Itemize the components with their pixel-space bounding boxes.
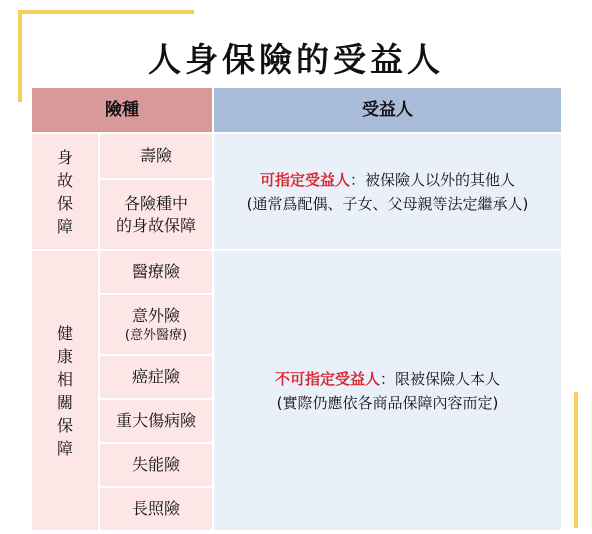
- insurance-item-accident: 意外險 (意外醫療): [100, 295, 212, 354]
- beneficiary-health-protection: 不可指定受益人：限被保險人本人 (實際仍應依各商品保障內容而定): [214, 251, 561, 530]
- decorative-line-right: [574, 392, 578, 528]
- header-beneficiary: 受益人: [214, 88, 561, 132]
- insurance-item-long-term-care: 長照險: [100, 488, 212, 530]
- category-health-protection: 健 康 相 關 保 障: [32, 251, 98, 530]
- insurance-item-disability: 失能險: [100, 444, 212, 486]
- insurance-item-death-coverage: 各險種中 的身故保障: [100, 180, 212, 249]
- category-death-protection: 身 故 保 障: [32, 134, 98, 249]
- page-title: 人身保險的受益人: [148, 40, 444, 79]
- header-insurance-type: 險種: [32, 88, 212, 132]
- decorative-line-top: [18, 10, 194, 14]
- insurance-item-critical-illness: 重大傷病險: [100, 400, 212, 442]
- insurance-item-medical: 醫療險: [100, 251, 212, 293]
- insurance-item-cancer: 癌症險: [100, 356, 212, 398]
- insurance-item-life: 壽險: [100, 134, 212, 178]
- beneficiary-death-protection: 可指定受益人：被保險人以外的其他人 (通常爲配偶、子女、父母親等法定繼承人): [214, 134, 561, 249]
